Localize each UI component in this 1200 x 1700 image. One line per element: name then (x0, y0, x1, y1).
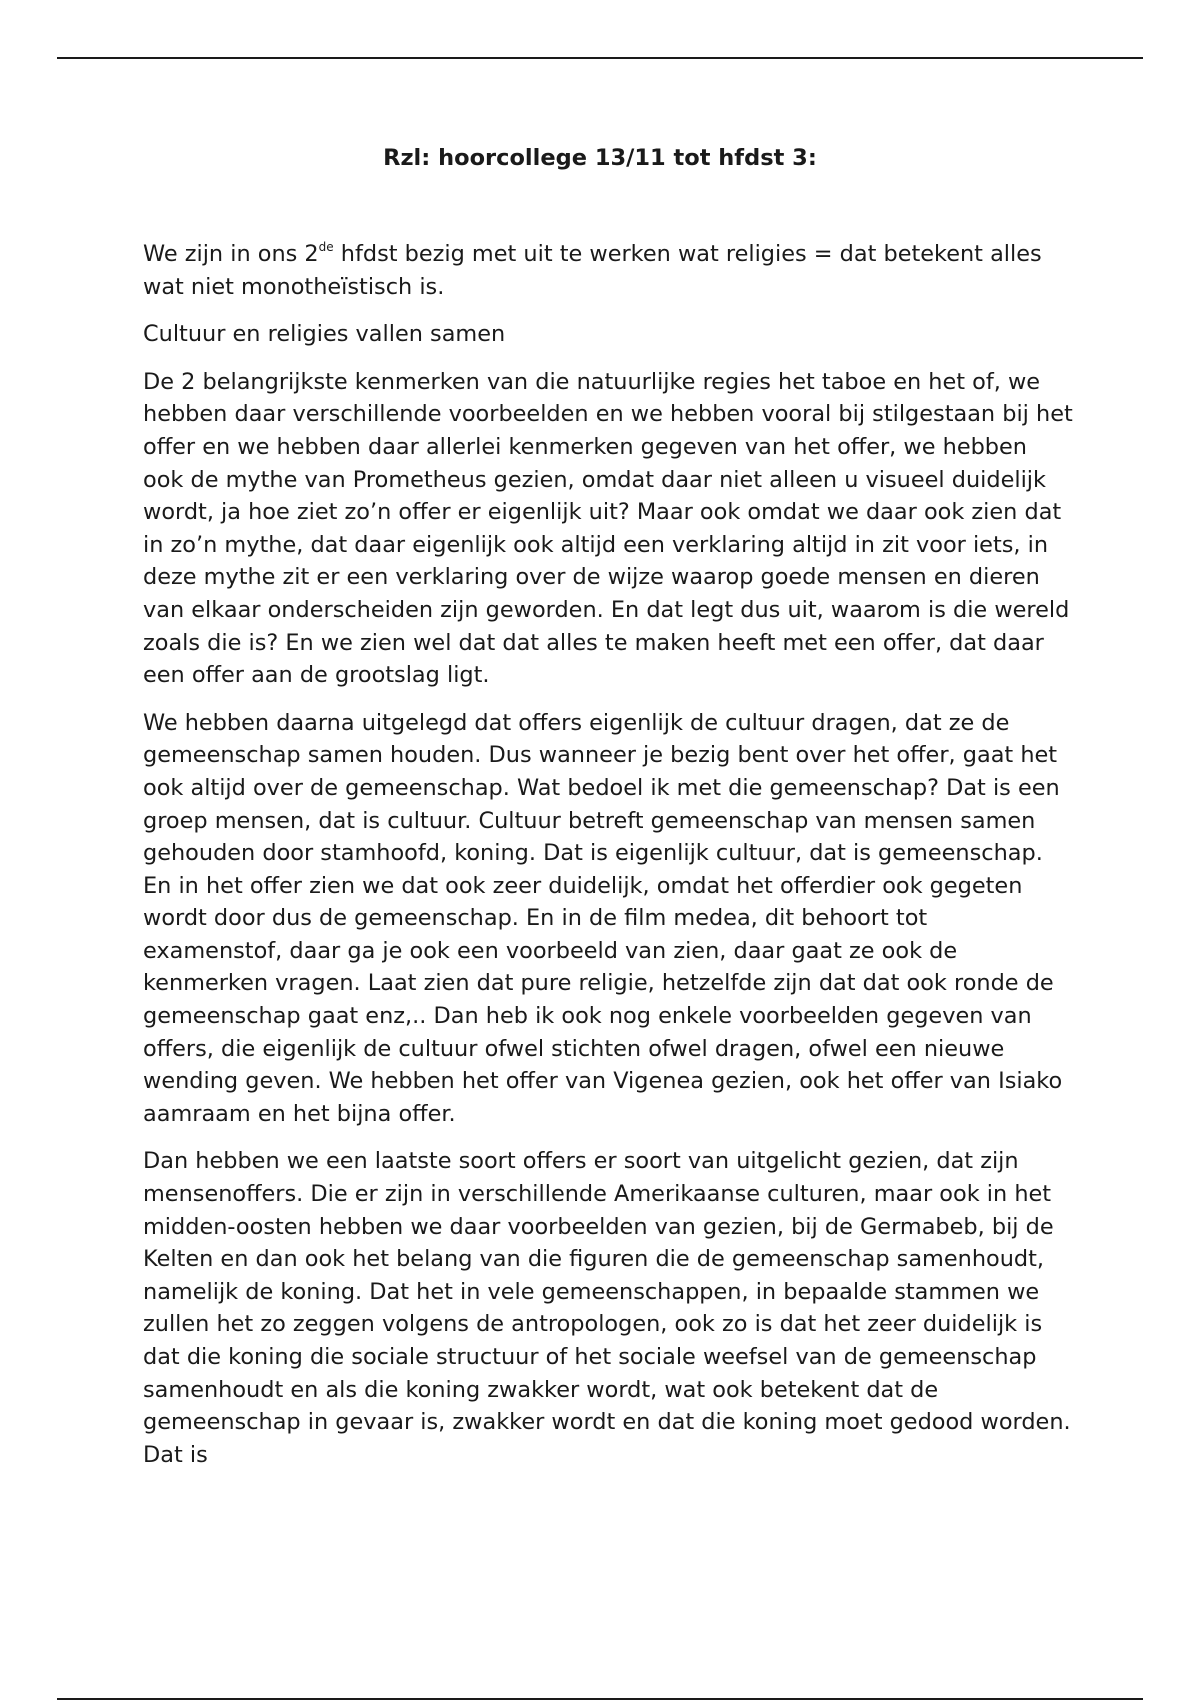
document-title: Rzl: hoorcollege 13/11 tot hfdst 3: (383, 145, 817, 171)
paragraph-offer-myth: De 2 belangrijkste kenmerken van die natuurlijke regies het taboe en het of, we hebben daar verschillende voorbeelden en we hebben vooral bij stilgestaan bij het offer en we hebben daar allerlei kenmerken gegeven van het offer, we hebben ook de mythe van Prometheus gezien, omdat daar niet alleen u visueel duidelijk wordt, ja hoe ziet zo’n offer er eigenlijk uit? Maar ook omdat we daar ook zien dat in zo’n mythe, dat daar eigenlijk ook altijd een verklaring altijd in zit voor iets, in deze mythe zit er een verklaring over de wijze waarop goede mensen en dieren van elkaar onderscheiden zijn geworden. En dat legt dus uit, waarom is die wereld zoals die is? En we zien wel dat dat alles te maken heeft met een offer, dat daar een offer aan de grootslag ligt. (143, 368, 1073, 689)
paragraph-human-offers: Dan hebben we een laatste soort offers er soort van uitgelicht gezien, dat zijn mensenoffers. Die er zijn in verschillende Amerikaanse culturen, maar ook in het midden-oosten hebben we daar voorbeelden van gezien, bij de Germabeb, bij de Kelten en dan ook het belang van die figuren die de gemeenschap samenhoudt, namelijk de koning. Dat het in vele gemeenschappen, in bepaalde stammen we zullen het zo zeggen volgens de antropologen, ook zo is dat het zeer duidelijk is dat die koning die sociale structuur of het sociale weefsel van de gemeenschap samenhoudt en als die koning zwakker wordt, wat ook betekent dat de gemeenschap in gevaar is, zwakker wordt en dat die koning moet gedood worden. Dat is (143, 1148, 1071, 1468)
ordinal-superscript: de (318, 240, 334, 254)
document-body (143, 238, 1073, 1486)
paragraph-culture: Cultuur en religies vallen samen (143, 321, 506, 348)
paragraph-intro-start: We zijn in ons 2 (143, 241, 319, 267)
paragraph-intro-end: hfdst bezig met uit te werken wat religies = dat betekent alles wat niet monotheïstisch is. (143, 241, 1042, 300)
paragraph-offer-community: We hebben daarna uitgelegd dat offers eigenlijk de cultuur dragen, dat ze de gemeenschap samen houden. Dus wanneer je bezig bent over het offer, gaat het ook altijd over de gemeenschap. Wat bedoel ik met die gemeenschap? Dat is een groep mensen, dat is cultuur. Cultuur betreft gemeenschap van mensen samen gehouden door stamhoofd, koning. Dat is eigenlijk cultuur, dat is gemeenschap. En in het offer zien we dat ook zeer duidelijk, omdat het offerdier ook gegeten wordt door dus de gemeenschap. En in de film medea, dit behoort tot examenstof, daar ga je ook een voorbeeld van zien, daar gaat ze ook de kenmerken vragen. Laat zien dat pure religie, hetzelfde zijn dat dat ook ronde de gemeenschap gaat enz,.. Dan heb ik ook nog enkele voorbeelden gegeven van offers, die eigenlijk de cultuur ofwel stichten ofwel dragen, ofwel een nieuwe wending geven. We hebben het offer van Vigenea gezien, ook het offer van Isiako aamraam en het bijna offer. (143, 709, 1063, 1127)
header-rule (57, 57, 1143, 59)
paragraph-intro (143, 238, 1073, 303)
